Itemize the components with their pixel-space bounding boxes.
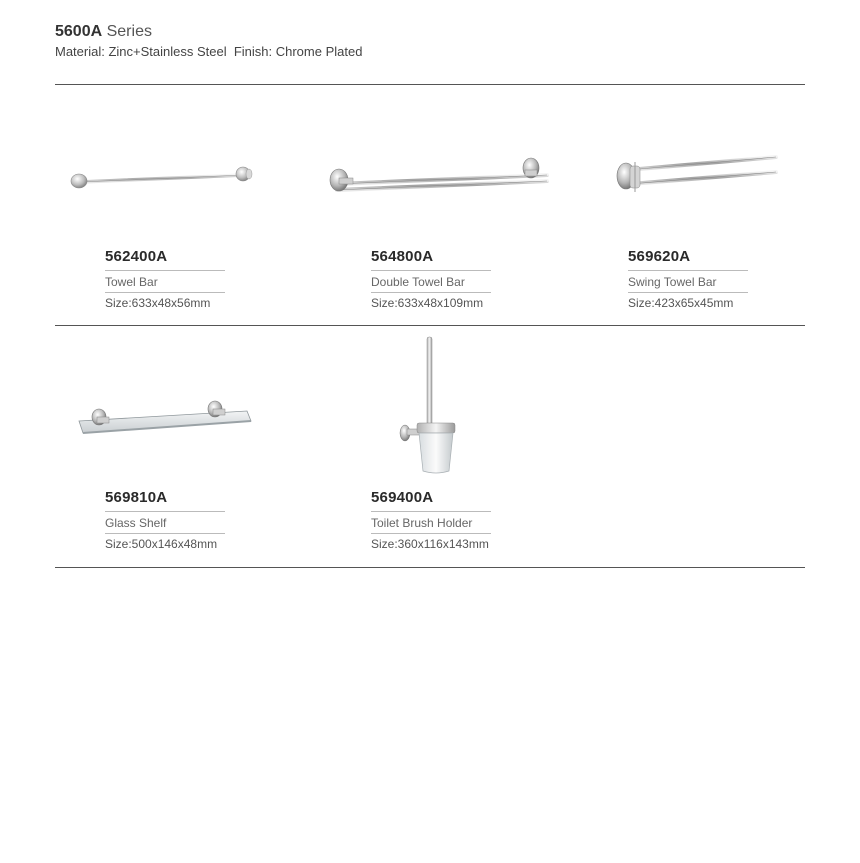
double-towel-bar-icon (321, 140, 561, 240)
series-word: Series (106, 23, 152, 40)
divider (371, 511, 491, 512)
swing-towel-bar-icon (578, 140, 818, 240)
product-card (321, 140, 561, 350)
product-code: 569810A (105, 489, 168, 506)
product-size: Size:423x65x45mm (628, 296, 734, 310)
divider-top (55, 84, 805, 85)
product-card (578, 140, 818, 350)
series-code: 5600A (55, 23, 103, 40)
divider (105, 511, 225, 512)
divider-bottom (55, 567, 805, 568)
divider (371, 533, 491, 534)
product-card (321, 381, 561, 591)
divider (371, 270, 491, 271)
product-code: 562400A (105, 248, 168, 265)
towel-bar-icon (55, 140, 295, 240)
product-code: 569400A (371, 489, 434, 506)
product-size: Size:633x48x109mm (371, 296, 484, 310)
product-code: 569620A (628, 248, 691, 265)
product-name: Toilet Brush Holder (371, 516, 473, 530)
product-name: Glass Shelf (105, 516, 167, 530)
material-finish-line: Material: Zinc+Stainless Steel Finish: Chrome Plated (55, 44, 363, 59)
toilet-brush-holder-icon (321, 331, 561, 481)
product-size: Size:633x48x56mm (105, 296, 211, 310)
product-code: 564800A (371, 248, 434, 265)
glass-shelf-icon (55, 381, 295, 481)
page-header (55, 22, 362, 61)
product-size: Size:360x116x143mm (371, 537, 489, 551)
product-card (55, 140, 295, 350)
divider (628, 270, 748, 271)
divider (371, 292, 491, 293)
product-card (55, 381, 295, 591)
product-name: Towel Bar (105, 275, 158, 289)
series-title (55, 22, 362, 42)
divider (105, 533, 225, 534)
divider (105, 292, 225, 293)
divider-middle (55, 325, 805, 326)
product-size: Size:500x146x48mm (105, 537, 218, 551)
divider (628, 292, 748, 293)
product-name: Swing Towel Bar (628, 275, 717, 289)
product-name: Double Towel Bar (371, 275, 465, 289)
divider (105, 270, 225, 271)
